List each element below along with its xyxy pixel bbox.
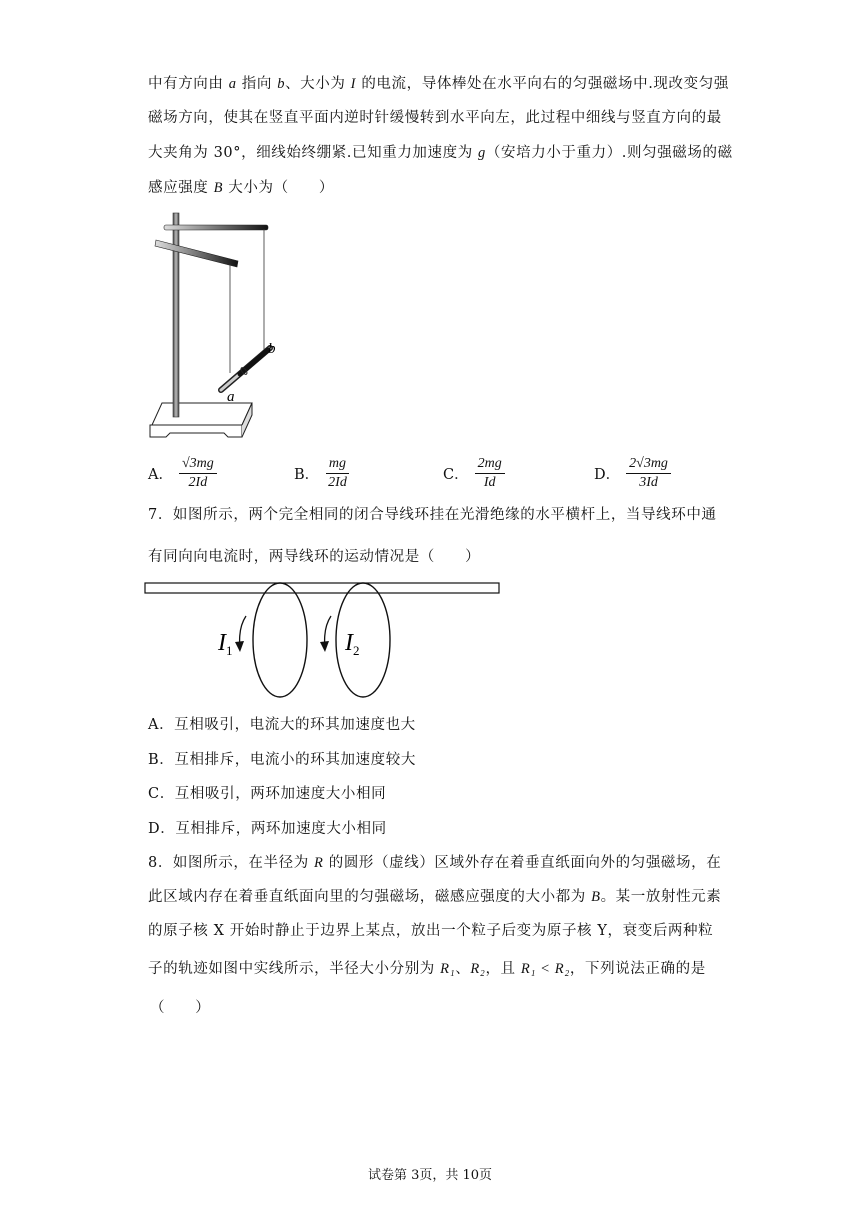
numerator: 2mg	[475, 456, 505, 474]
text: 磁场方向，使其在竖直平面内逆时针缓慢转到水平向左，此过程中细线与竖直方向的最	[148, 110, 722, 126]
q6-option-d[interactable]	[594, 456, 671, 491]
q7-figure	[140, 578, 510, 703]
q8-line-5: （ ）	[150, 1000, 211, 1016]
text: ，下列说法正确的是	[569, 961, 706, 977]
q7-option-c[interactable]: C．互相吸引，两环加速度大小相同	[148, 786, 387, 802]
fraction	[325, 456, 350, 491]
q6-option-a[interactable]	[148, 456, 217, 491]
numerator: mg	[326, 456, 349, 474]
option-letter: A．	[148, 467, 173, 483]
denominator: Id	[483, 475, 496, 490]
text: 的电流，导体棒处在水平向右的匀强磁场中.现改变匀强	[356, 76, 729, 92]
text: ，且	[485, 961, 521, 977]
fraction	[475, 456, 505, 491]
current-label-1: $I_1$	[218, 630, 233, 658]
q8-line-3: 的原子核 X 开始时静止于边界上某点，放出一个粒子后变为原子核 Y，衰变后两种粒	[148, 923, 714, 939]
var-R1: R₁	[440, 961, 456, 977]
q6-option-b[interactable]	[294, 456, 350, 491]
stand-base	[152, 403, 252, 425]
denominator: 2Id	[188, 475, 208, 490]
option-letter: D．	[594, 467, 621, 483]
denominator: 2Id	[328, 475, 347, 490]
q6-option-c[interactable]	[443, 456, 505, 491]
inequality: R₁ < R₂	[520, 961, 570, 977]
text: 的圆形（虚线）区域外存在着垂直纸面向外的匀强磁场，在	[323, 855, 722, 871]
q8-line-1	[148, 851, 721, 872]
var-R: R	[314, 855, 324, 871]
var-a: a	[228, 76, 237, 92]
option-letter: C．	[443, 467, 469, 483]
var-b: b	[277, 76, 286, 92]
q6-line-4	[148, 176, 334, 197]
fraction	[179, 456, 217, 491]
label-a: a	[227, 389, 235, 405]
var-I: I	[350, 76, 357, 92]
var-g: g	[478, 145, 486, 161]
q7-option-a[interactable]: A．互相吸引，电流大的环其加速度也大	[148, 717, 416, 733]
text: 大小为（ ）	[223, 180, 334, 196]
text: 子的轨迹如图中实线所示，半径大小分别为	[148, 961, 441, 977]
q6-line-1	[148, 72, 729, 93]
text: 、大小为	[285, 76, 351, 92]
lower-crossbar	[155, 240, 238, 267]
horizontal-rod	[145, 583, 499, 593]
current-label-2: $I_2$	[345, 630, 360, 658]
stand-base-front	[150, 425, 242, 437]
ring-1	[253, 583, 307, 697]
option-letter: B．	[294, 467, 320, 483]
upper-crossbar	[164, 225, 268, 230]
numerator: 2√3mg	[626, 456, 671, 474]
q7-line-1: 7．如图所示，两个完全相同的闭合导线环挂在光滑绝缘的水平横杆上，当导线环中通	[148, 507, 717, 523]
q6-line-3	[148, 141, 733, 162]
q7-option-d[interactable]: D．互相排斥，两环加速度大小相同	[148, 821, 387, 837]
q8-line-2	[148, 885, 721, 906]
q8-line-4	[148, 957, 706, 978]
var-B: B	[591, 889, 601, 905]
text: 中有方向由	[148, 76, 229, 92]
text: 指向	[236, 76, 278, 92]
text: 、	[455, 961, 471, 977]
denominator: 3Id	[639, 475, 658, 490]
var-B: B	[213, 180, 224, 196]
stand-pole	[173, 213, 179, 417]
fraction	[626, 456, 671, 491]
text: 感应强度	[148, 180, 214, 196]
q6-line-2	[148, 106, 722, 127]
label-b: b	[268, 341, 276, 357]
text: 8．如图所示，在半径为	[148, 855, 315, 871]
q7-option-b[interactable]: B．互相排斥，电流小的环其加速度较大	[148, 752, 416, 768]
text: 此区域内存在着垂直纸面向里的匀强磁场，磁感应强度的大小都为	[148, 889, 592, 905]
page-footer: 试卷第 3页，共 10页	[367, 1168, 493, 1183]
numerator: √3mg	[179, 456, 217, 474]
var-R2: R₂	[470, 961, 486, 977]
text: 大夹角为 30°，细线始终绷紧.已知重力加速度为	[148, 145, 479, 161]
text: 。某一放射性元素	[600, 889, 722, 905]
text: （安培力小于重力）.则匀强磁场的磁	[485, 145, 733, 161]
q6-figure	[140, 205, 290, 445]
q7-line-2: 有同向向电流时，两导线环的运动情况是（ ）	[148, 549, 481, 565]
